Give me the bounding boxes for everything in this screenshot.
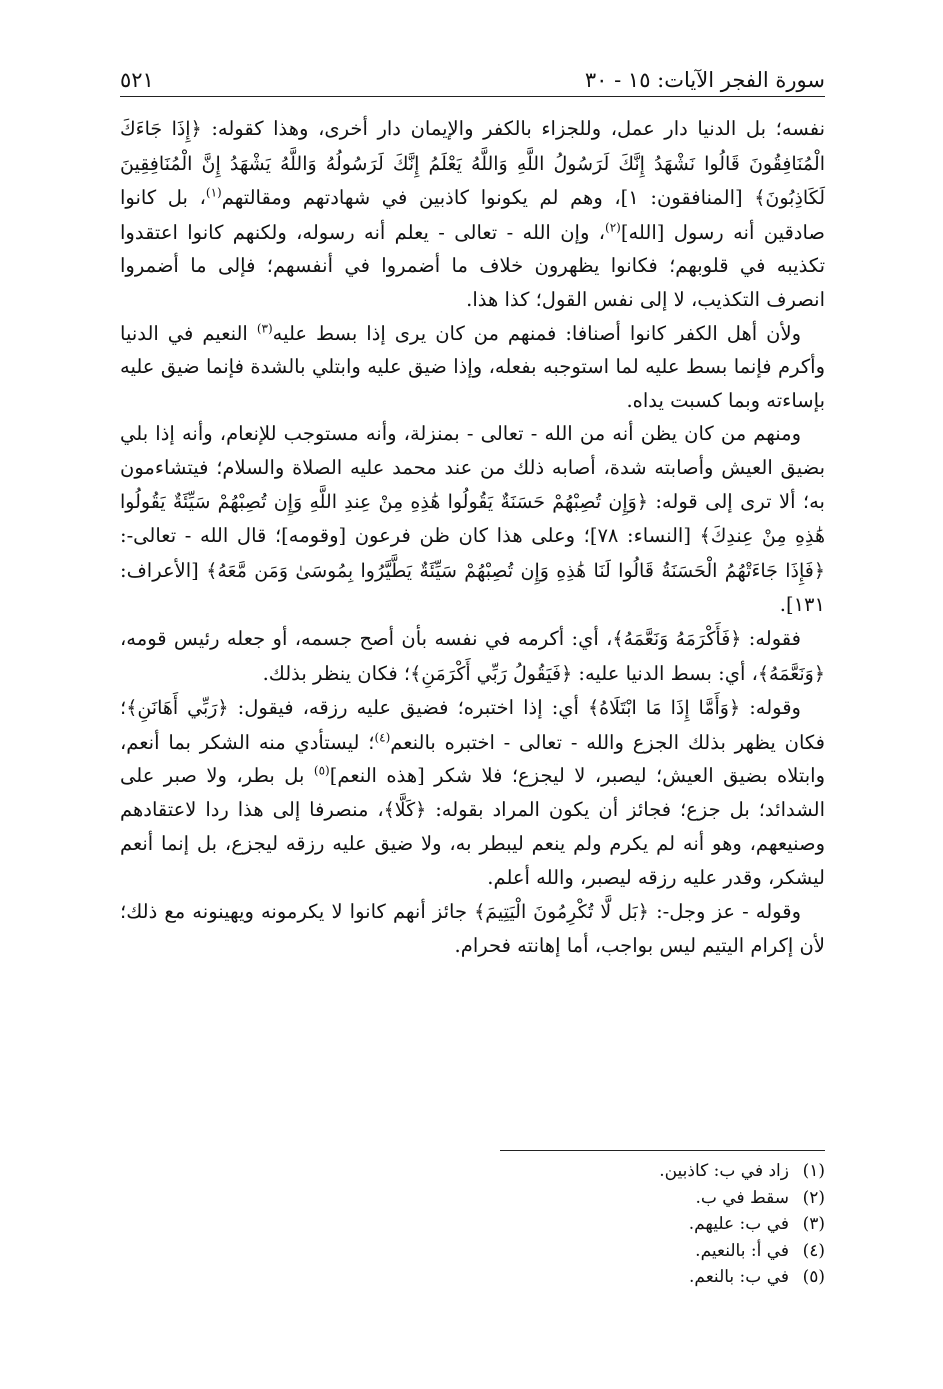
footnote-item [325,1264,825,1291]
text-run: ؛ ليستأدي منه الشكر بما أنعم، وابتلاه بضيق العيش؛ ليصبر، لا ليجزع؛ فلا شكر [هذه النعم] [120,730,825,788]
footnote-ref: (٢) [605,220,621,235]
text-run: نفسه؛ بل الدنيا دار عمل، وللجزاء بالكفر والإيمان دار أخرى، وهذا كقوله: [201,117,826,140]
text-run: ومنهم من كان يظن أنه من الله - تعالى - بمنزلة، وأنه مستوجب للإنعام، وأنه إذا بلي بضيق العيش وأصابته شدة، أصابه ذلك من عند محمد عليه الصلاة والسلام؛ فيتشاءمون به؛ ألا ترى إلى قوله: [120,422,825,513]
text-run: ، وإن الله - تعالى - يعلم أنه رسوله، ولكنهم كانوا اعتقدوا تكذيبه في قلوبهم؛ فكانوا يظهرون خلاف ما أضمروا في أنفسهم؛ فإلى ما أضمروا انصرف التكذيب، لا إلى نفس القول؛ كذا هذا. [120,220,825,311]
quran-verse: ﴿بَل لَّا تُكْرِمُونَ الْيَتِيمَ﴾ [474,900,649,923]
footnote-ref: (٣) [256,321,273,336]
text-run: ، أي: أكرمه في نفسه بأن أصح جسمه، أو جعله رئيس قومه، [120,626,613,650]
footnote-text: سقط في ب. [695,1187,789,1208]
text-run: أي: إذا اختبره؛ فضيق عليه رزقه، فيقول: [228,696,589,720]
text-run: [النساء: ٧٨]؛ وعلى هذا كان ظن فرعون [وقومه]؛ قال الله - تعالى-: [120,524,700,548]
footnote-number: (١) [802,1161,825,1181]
body-text [120,112,825,963]
text-run: ولأن أهل الكفر كانوا أصنافا: فمنهم من كان يرى إذا بسط عليه [272,321,802,345]
footnote-text: في ب: عليهم. [688,1214,789,1234]
quran-verse: ﴿إِذَا جَاءَكَ الْمُنَافِقُونَ قَالُوا نَشْهَدُ إِنَّكَ لَرَسُولُ اللَّهِ وَاللَّهُ يَعْلَمُ إِنَّكَ لَرَسُولُهُ وَاللَّهُ يَشْهَدُ إِنَّ الْمُنَافِقِينَ لَكَاذِبُونَ﴾ [120,118,825,210]
quran-verse: ﴿فَأَكْرَمَهُ وَنَعَّمَهُ﴾ [612,627,742,650]
footnote-separator [500,1150,825,1151]
footnote-item [325,1158,825,1185]
text-run: ؛ فكان يظهر بذلك الجزع والله - تعالى - اختبره بالنعم [120,696,825,754]
footnote-ref: (١) [205,185,222,200]
paragraph [120,622,825,691]
paragraph [120,691,825,895]
text-run: بل بطر، ولا صبر على الشدائد؛ بل جزع؛ فجائز أن يكون المراد بقوله: [120,764,825,821]
footnote-item [325,1185,825,1212]
quran-verse: ﴿وَنَعَّمَهُ﴾ [757,662,825,685]
footnote-text: زاد في ب: كاذبين. [659,1161,789,1181]
paragraph [120,895,825,963]
footnote-text: في أ: بالنعيم. [695,1240,789,1261]
text-run: وقوله: [740,696,801,720]
footnotes-list [325,1158,825,1291]
text-run: [الأعراف: ١٣١]. [120,558,825,617]
footnote-ref: (٥) [313,763,330,778]
quran-verse: ﴿رَبِّي أَهَانَنِ﴾ [126,697,229,720]
quran-verse: ﴿وَأَمَّا إِذَا مَا ابْتَلَاهُ﴾ [588,697,741,720]
quran-verse: ﴿كَلَّا﴾ [383,798,427,821]
footnote-item [325,1211,825,1238]
paragraph [120,112,825,317]
paragraph [120,317,825,418]
text-run: ؛ فكان ينظر بذلك. [262,661,411,685]
footnote-text: في ب: بالنعم. [689,1267,789,1287]
running-title: سورة الفجر الآيات: ١٥ - ٣٠ [584,68,825,92]
quran-verse: ﴿فَيَقُولُ رَبِّي أَكْرَمَنِ﴾ [410,662,573,685]
page-number: ٥٢١ [120,68,154,92]
text-run: ، منصرفا إلى هذا ردا لاعتقادهم وصنيعهم، وهو أنه لم يكرم ولم ينعم ليبطر به، ولا ضيق عليه رزقه ليجزع، بل إنما أنعم ليشكر، وقدر عليه رزقه ليصبر، والله أعلم. [120,797,825,890]
paragraph [120,417,825,622]
text-run: النعيم في الدنيا وأكرم فإنما بسط عليه لما استوجبه بفعله، وإذا ضيق عليه وابتلي بالشدة فإنما ضيق عليه بإساءته وبما كسبت يداه. [120,321,825,412]
text-run: جائز أنهم كانوا لا يكرمونه ويهينونه مع ذلك؛ لأن إكرام اليتيم ليس بواجب، أما إهانته فحرام. [120,899,825,958]
footnote-number: (٣) [802,1214,825,1234]
text-run: ، بل كانوا صادقين أنه رسول [الله] [120,186,825,244]
footnote-number: (٤) [802,1240,825,1261]
footnote-number: (٥) [802,1267,825,1287]
footnote-number: (٢) [802,1187,825,1208]
text-run: [المنافقون: ١]، وهم لم يكونوا كاذبين في شهادتهم ومقالتهم [221,186,755,210]
footnote-ref: (٤) [374,730,391,745]
footnote-item [325,1238,825,1265]
quran-verse: ﴿فَإِذَا جَاءَتْهُمُ الْحَسَنَةُ قَالُوا لَنَا هَٰذِهِ وَإِن تُصِبْهُمْ سَيِّئَةٌ يَطَّيَّرُوا بِمُوسَىٰ وَمَن مَّعَهُ﴾ [206,559,825,582]
running-header [120,52,825,97]
text-run: فقوله: [741,626,801,650]
quran-verse: ﴿وَإِن تُصِبْهُمْ حَسَنَةٌ يَقُولُوا هَٰذِهِ مِنْ عِندِ اللَّهِ وَإِن تُصِبْهُمْ سَيِّئَةٌ يَقُولُوا هَٰذِهِ مِنْ عِندِكَ﴾ [120,490,825,548]
text-run: وقوله - عز وجل-: [648,899,801,923]
text-run: ، أي: بسط الدنيا عليه: [572,661,758,685]
